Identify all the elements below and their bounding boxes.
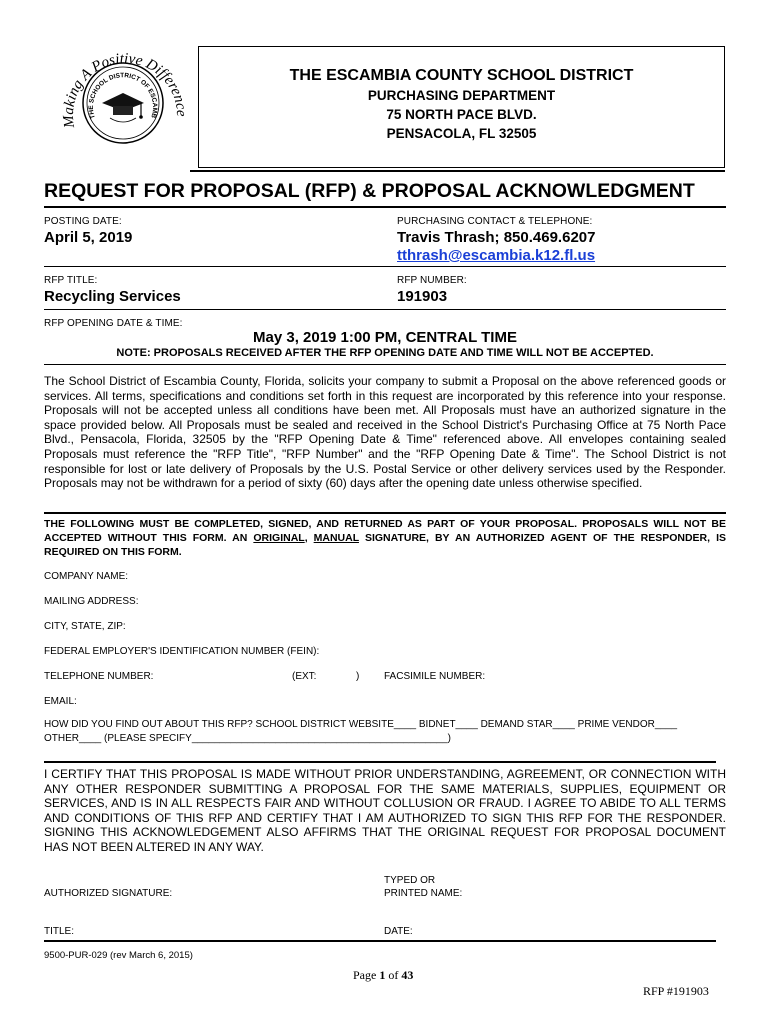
title-rule [44,206,726,208]
instruction-text: SIGNATURE, BY AN AUTHORIZED AGENT OF THE RESPONDER, IS REQUIRED ON THIS FORM. [44,532,726,558]
rfp-number-label: RFP NUMBER: [397,275,467,286]
instruction-original: ORIGINAL [253,532,305,544]
page-current: 1 [379,968,386,982]
source-options-line[interactable]: HOW DID YOU FIND OUT ABOUT THIS RFP? SCHOOL DISTRICT WEBSITE____ BIDNET____ DEMAND STAR____ PRIME VENDOR____ [44,719,678,730]
page-of: of [385,968,402,982]
seal-inner-text: THE SCHOOL DISTRICT OF ESCAMB [87,72,159,120]
divider [44,309,726,310]
rfp-title-value: Recycling Services [44,288,181,305]
street-address: 75 NORTH PACE BLVD. [386,107,537,122]
contact-label: PURCHASING CONTACT & TELEPHONE: [397,216,593,227]
page-number [353,968,413,983]
page-total: 43 [401,968,414,982]
certification-paragraph: I CERTIFY THAT THIS PROPOSAL IS MADE WITHOUT PRIOR UNDERSTANDING, AGREEMENT, OR CONNECTION WITH ANY OTHER RESPONDER SUBMITTING A PROPOSAL FOR THE SAME MATERIALS, SUPPLIES, EQUIPMENT OR SERVICES, AND IS IN ALL RESPECTS FAIR AND WITHOUT COLLUSION OR FRAUD. I AGREE TO ABIDE TO ALL TERMS AND CONDITIONS OF THIS RFP AND CERTIFY THAT I AM AUTHORIZED TO SIGN THIS RFP FOR THE RESPONDER. SIGNING THIS ACKNOWLEDGEMENT ALSO AFFIRMS THAT THE ORIGINAL REQUEST FOR PROPOSAL DOCUMENT HAS NOT BEEN ALTERED IN ANY WAY. [44,767,726,854]
posting-date-value: April 5, 2019 [44,229,133,246]
contact-value: Travis Thrash; 850.469.6207 [397,229,596,246]
opening-label: RFP OPENING DATE & TIME: [44,318,183,329]
divider [44,761,716,763]
header-address-block [198,66,725,143]
instruction-comma: , [304,532,314,544]
authorized-signature-field[interactable]: AUTHORIZED SIGNATURE: [44,888,173,899]
divider [44,266,726,267]
telephone-field[interactable]: TELEPHONE NUMBER: [44,671,154,682]
instruction-manual: MANUAL [313,532,359,544]
city-address: PENSACOLA, FL 32505 [386,126,537,141]
city-state-zip-field[interactable]: CITY, STATE, ZIP: [44,621,126,632]
divider [44,364,726,365]
district-seal-logo [55,40,190,160]
intro-paragraph: The School District of Escambia County, Florida, solicits your company to submit a Proposal on the above referenced goods or services. All terms, specifications and conditions set forth in this request are incorporated by this reference into your response. Proposals will not be accepted unless all conditions have been met. All Proposals must have an authorized signature in the space provided below. All Proposals must be sealed and received in the School District's Purchasing Office at 75 North Pace Blvd., Pensacola, Florida, 32505 by the "RFP Opening Date & Time" referenced above. All envelopes containing sealed Proposals must reference the "RFP Title", "RFP Number" and the "RFP Opening Date & Time". The School District is not responsible for lost or late delivery of Proposals by the U.S. Postal Service or other delivery services used by the Responder. Proposals may not be withdrawn for a period of sixty (60) days after the opening date unless otherwise specified. [44,374,726,491]
fein-field[interactable]: FEDERAL EMPLOYER'S IDENTIFICATION NUMBER (FEIN): [44,646,320,657]
divider [44,940,716,942]
contact-email-link[interactable]: tthrash@escambia.k12.fl.us [397,247,596,264]
fax-field[interactable]: FACSIMILE NUMBER: [384,671,486,682]
printed-name-field[interactable]: PRINTED NAME: [384,888,463,899]
rfp-number-value: 191903 [397,288,448,305]
mailing-address-field[interactable]: MAILING ADDRESS: [44,596,139,607]
divider [44,512,726,514]
typed-name-label-line1: TYPED OR [384,875,436,886]
department-name: PURCHASING DEPARTMENT [367,88,556,103]
page-prefix: Page [353,968,380,982]
rfp-title-label: RFP TITLE: [44,275,98,286]
source-other-line[interactable]: OTHER____ (PLEASE SPECIFY______________________________________________) [44,733,451,744]
title-field[interactable]: TITLE: [44,926,75,937]
header-rule [190,170,725,172]
date-field[interactable]: DATE: [384,926,413,937]
posting-date-label: POSTING DATE: [44,216,122,227]
page-title: REQUEST FOR PROPOSAL (RFP) & PROPOSAL ACKNOWLEDGMENT [44,180,695,202]
seal-outer-text: Making A Positive Difference [60,50,190,129]
extension-close: ) [356,671,360,682]
late-proposal-note: NOTE: PROPOSALS RECEIVED AFTER THE RFP OPENING DATE AND TIME WILL NOT BE ACCEPTED. [116,347,654,359]
extension-field[interactable]: (EXT: [292,671,317,682]
rfp-reference: RFP #191903 [643,984,709,998]
instruction-text: THE FOLLOWING MUST BE COMPLETED, SIGNED, AND RETURNED AS PART OF YOUR PROPOSAL. PROPOSALS WILL NOT BE ACCEPTED WITHOUT THIS FORM. AN [44,518,726,544]
email-field[interactable]: EMAIL: [44,696,77,707]
form-number: 9500-PUR-029 (rev March 6, 2015) [44,950,193,961]
district-name: THE ESCAMBIA COUNTY SCHOOL DISTRICT [289,67,634,84]
opening-value: May 3, 2019 1:00 PM, CENTRAL TIME [253,329,517,346]
company-name-field[interactable]: COMPANY NAME: [44,571,129,582]
instruction-paragraph [44,517,726,559]
